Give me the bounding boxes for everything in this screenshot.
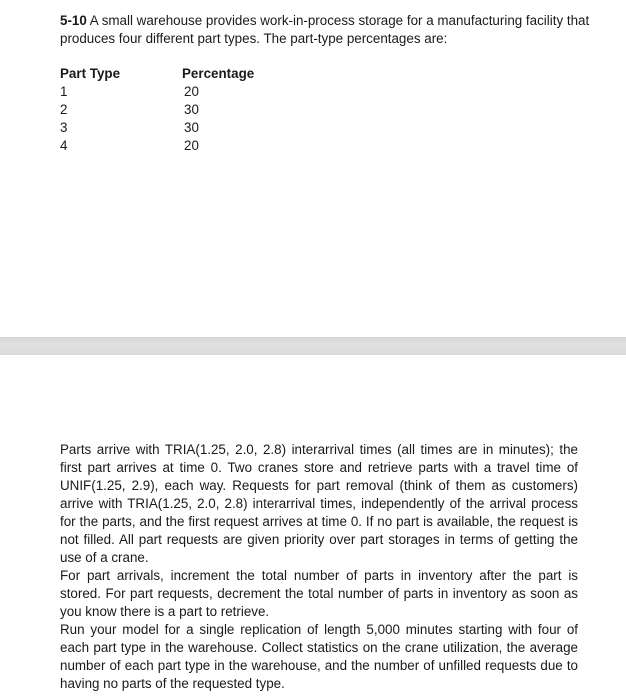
- table-row: [60, 84, 320, 102]
- paragraph-arrivals: Parts arrive with TRIA(1.25, 2.0, 2.8) interarrival times (all times are in minutes); the first part arrives at time 0. Two cranes store and retrieve parts with a travel time of UNIF(1.25, 2.9), each way. Requests for part removal (think of them as customers) arrive with TRIA(1.25, 2.0, 2.8) interarrival times, independently of the arrival process for the parts, and the first request arrives at time 0. If no part is available, the request is not filled. All part requests are given priority over part storages in terms of getting the use of a crane.: [60, 442, 578, 565]
- problem-number: 5-10: [60, 13, 87, 28]
- percentage-cell: 20: [184, 84, 199, 99]
- problem-body: [60, 441, 578, 693]
- page-top-section: [0, 0, 626, 336]
- problem-statement: [60, 12, 590, 48]
- percentage-cell: 20: [184, 138, 199, 153]
- column-header-percentage: Percentage: [182, 66, 255, 81]
- column-header-part-type: Part Type: [60, 66, 121, 81]
- paragraph-run-model: Run your model for a single replication of length 5,000 minutes starting with four of each part type in the warehouse. Collect statistics on the crane utilization, the average number of each part type in the warehouse, and the number of unfilled requests due to having no parts of the requested type.: [60, 622, 578, 691]
- percentage-cell: 30: [184, 120, 199, 135]
- problem-intro-text: A small warehouse provides work-in-process storage for a manufacturing facility that produces four different part types. The part-type percentages are:: [60, 13, 590, 46]
- page-break-divider: [0, 337, 626, 355]
- paragraph-inventory: For part arrivals, increment the total number of parts in inventory after the part is stored. For part requests, decrement the total number of parts in inventory as soon as you know there is a part to retrieve.: [60, 568, 578, 619]
- page-bottom-section: [0, 355, 626, 700]
- table-row: [60, 120, 320, 138]
- part-type-cell: 1: [60, 84, 68, 99]
- table-row: [60, 102, 320, 120]
- table-row: [60, 138, 320, 156]
- part-type-cell: 3: [60, 120, 68, 135]
- part-type-cell: 4: [60, 138, 68, 153]
- part-type-cell: 2: [60, 102, 68, 117]
- percentage-cell: 30: [184, 102, 199, 117]
